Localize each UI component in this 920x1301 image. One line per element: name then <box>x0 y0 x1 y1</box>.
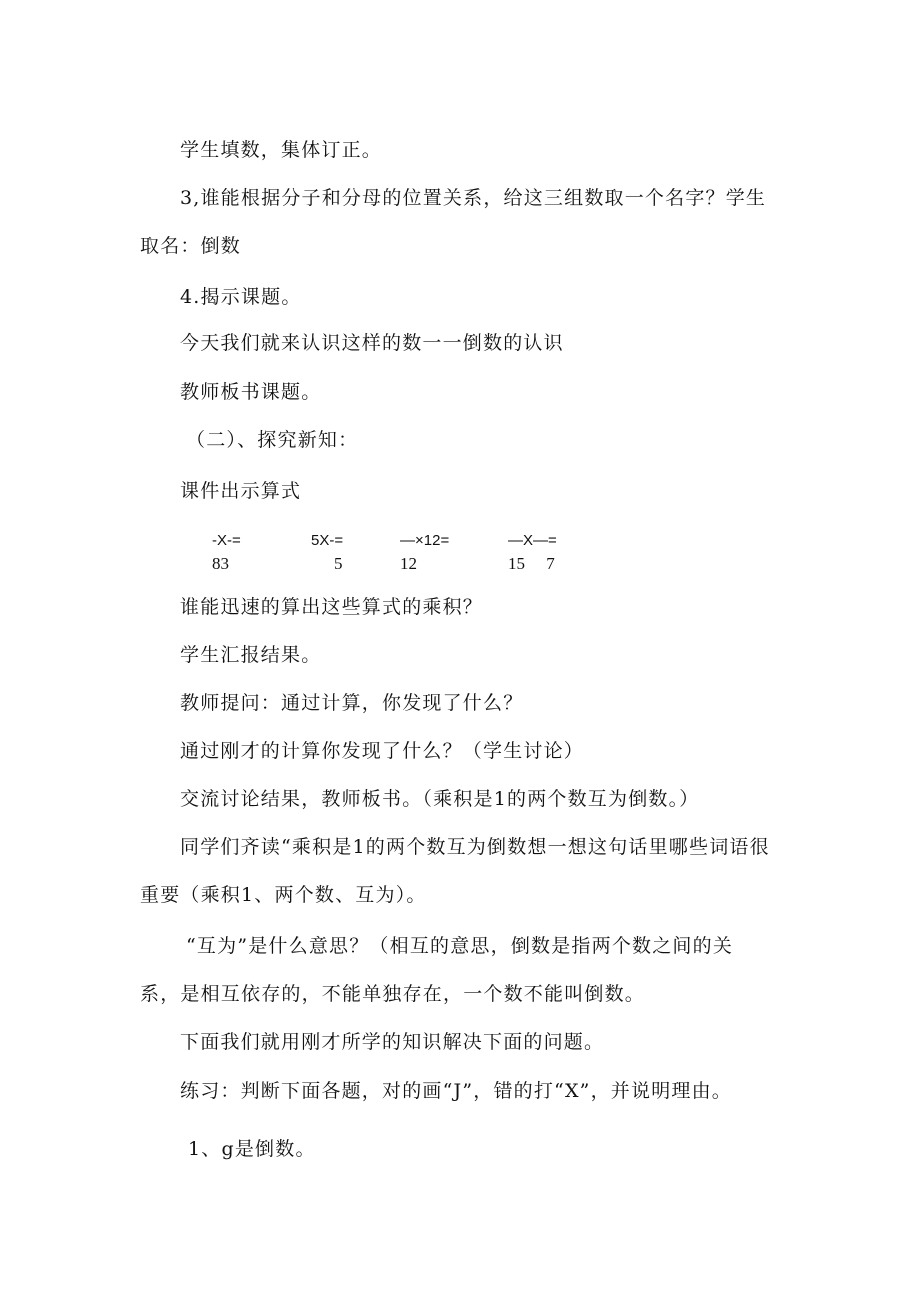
section-heading: （二）、探究新知： <box>186 429 359 451</box>
paragraph-line: 3,谁能根据分子和分母的位置关系，给这三组数取一个名字？学生 <box>180 187 767 209</box>
paragraph-line: 课件出示算式 <box>180 480 302 502</box>
paragraph-line: 取名：倒数 <box>140 235 242 257</box>
formula-1-top: -X-= <box>212 532 241 549</box>
paragraph-line: 下面我们就用刚才所学的知识解决下面的问题。 <box>180 1031 605 1053</box>
formula-2-bottom: 5 <box>334 554 343 573</box>
paragraph-line: 学生填数，集体订正。 <box>180 139 383 161</box>
formula-2-top: 5X-= <box>311 532 344 549</box>
formula-1-bottom: 83 <box>212 554 229 573</box>
formula-4-top: —X—= <box>508 532 557 549</box>
paragraph-line: 交流讨论结果，教师板书。（乘积是1的两个数互为倒数。） <box>180 788 700 810</box>
formula-3-top: —×12= <box>400 532 450 549</box>
paragraph-line: 重要（乘积1、两个数、互为）。 <box>140 884 427 906</box>
paragraph-line: 通过刚才的计算你发现了什么？（学生讨论） <box>180 740 585 762</box>
paragraph-line: 教师提问：通过计算，你发现了什么？ <box>180 692 524 714</box>
paragraph-line: 系，是相互依存的，不能单独存在，一个数不能叫倒数。 <box>140 983 646 1005</box>
paragraph-line: 学生汇报结果。 <box>180 644 322 666</box>
paragraph-line: 今天我们就来认识这样的数一一倒数的认识 <box>180 332 564 354</box>
paragraph-line: 练习：判断下面各题，对的画“J”，错的打“X”，并说明理由。 <box>180 1080 732 1102</box>
paragraph-line: 同学们齐读“乘积是1的两个数互为倒数想一想这句话里哪些词语很 <box>180 836 770 858</box>
formula-4-bottom: 15 7 <box>508 554 555 573</box>
formula-3-bottom: 12 <box>400 554 417 573</box>
paragraph-line: 谁能迅速的算出这些算式的乘积？ <box>180 596 484 618</box>
exercise-item: 1、g是倒数。 <box>188 1138 316 1160</box>
paragraph-line: 教师板书课题。 <box>180 381 322 403</box>
paragraph-line: “互为”是什么意思？（相互的意思，倒数是指两个数之间的关 <box>186 935 734 957</box>
paragraph-line: 4.揭示课题。 <box>180 286 302 308</box>
